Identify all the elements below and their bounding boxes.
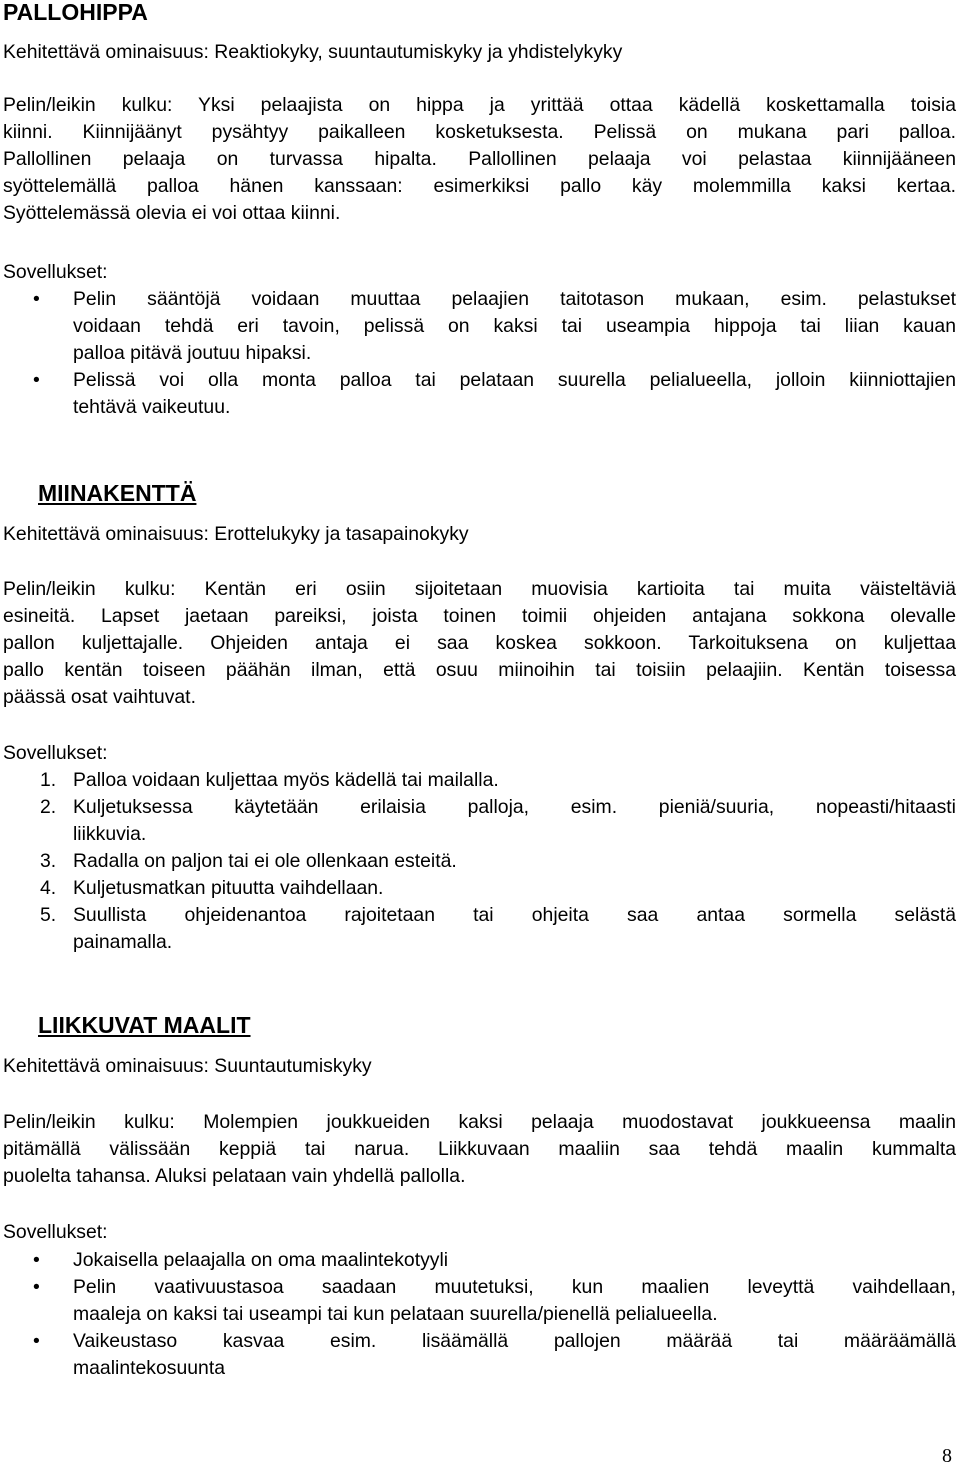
list-item xyxy=(3,902,956,956)
section-title: MIINAKENTTÄ xyxy=(38,480,197,506)
list-item-line: tehtävä vaikeutuu. xyxy=(73,396,231,418)
description-line: esineitä. Lapset jaetaan pareiksi, joista toinen toimii ohjeiden antajana sokkona olevalle xyxy=(3,605,956,627)
bullet-marker: • xyxy=(33,288,40,310)
section-description xyxy=(3,92,956,227)
list-item xyxy=(3,875,956,902)
section-attribute: Kehitettävä ominaisuus: Erottelukyky ja tasapainokyky xyxy=(3,523,469,545)
list-item-line: liikkuvia. xyxy=(73,823,147,845)
list-item xyxy=(3,1328,956,1382)
section-attribute: Kehitettävä ominaisuus: Suuntautumiskyky xyxy=(3,1055,372,1077)
section-attribute: Kehitettävä ominaisuus: Reaktiokyky, suuntautumiskyky ja yhdistelykyky xyxy=(3,41,623,63)
description-line: puolelta tahansa. Aluksi pelataan vain yhdellä pallolla. xyxy=(3,1165,466,1187)
bullet-marker: • xyxy=(33,1249,40,1271)
applications-list xyxy=(3,1247,956,1382)
list-item-line: Pelissä voi olla monta palloa tai pelataan suurella pelialueella, jolloin kiinniottajien xyxy=(73,369,956,391)
description-line: pallon kuljettajalle. Ohjeiden antaja ei saa koskea sokkoon. Tarkoituksena on kuljettaa xyxy=(3,632,956,654)
list-item-line: Palloa voidaan kuljettaa myös kädellä tai mailalla. xyxy=(73,769,499,791)
list-item-line: Kuljetuksessa käytetään erilaisia palloja, esim. pieniä/suuria, nopeasti/hitaasti xyxy=(73,796,956,818)
list-item-line: Suullista ohjeidenantoa rajoitetaan tai ohjeita saa antaa sormella selästä xyxy=(73,904,956,926)
description-line: Pallollinen pelaaja on turvassa hipalta. Pallollinen pelaaja voi pelastaa kiinnijääneen xyxy=(3,148,956,170)
list-item-line: Kuljetusmatkan pituutta vaihdellaan. xyxy=(73,877,384,899)
page-number: 8 xyxy=(942,1445,952,1467)
description-line: kiinni. Kiinnijäänyt pysähtyy paikalleen kosketuksesta. Pelissä on mukana pari palloa. xyxy=(3,121,956,143)
section-description xyxy=(3,576,956,711)
bullet-marker: • xyxy=(33,369,40,391)
description-line: päässä osat vaihtuvat. xyxy=(3,686,196,708)
list-item-line: voidaan tehdä eri tavoin, pelissä on kaksi tai useampia hippoja tai liian kauan xyxy=(73,315,956,337)
applications-label: Sovellukset: xyxy=(3,1221,108,1243)
description-line: pitämällä välissään keppiä tai narua. Liikkuvaan maaliin saa tehdä maalin kummalta xyxy=(3,1138,956,1160)
list-item-line: Pelin vaativuustasoa saadaan muutetuksi, kun maalien leveyttä vaihdellaan, xyxy=(73,1276,956,1298)
description-line: Pelin/leikin kulku: Molempien joukkueiden kaksi pelaaja muodostavat joukkueensa maalin xyxy=(3,1111,956,1133)
description-line: pallo kentän toiseen päähän ilman, että osuu miinoihin tai toisiin pelaajiin. Kentän toisessa xyxy=(3,659,956,681)
section-description xyxy=(3,1109,956,1190)
list-item-line: painamalla. xyxy=(73,931,173,953)
number-marker: 1. xyxy=(40,769,57,791)
list-item-line: Pelin sääntöjä voidaan muuttaa pelaajien taitotason mukaan, esim. pelastukset xyxy=(73,288,956,310)
list-item xyxy=(3,848,956,875)
list-item-line: maalintekosuunta xyxy=(73,1357,225,1379)
number-marker: 3. xyxy=(40,850,57,872)
description-line: syöttelemällä palloa hänen kanssaan: esimerkiksi pallo käy molemmilla kaksi kertaa. xyxy=(3,175,956,197)
list-item-line: Vaikeustaso kasvaa esim. lisäämällä pallojen määrää tai määräämällä xyxy=(73,1330,956,1352)
bullet-marker: • xyxy=(33,1276,40,1298)
list-item xyxy=(3,1274,956,1328)
applications-list xyxy=(3,767,956,956)
applications-label: Sovellukset: xyxy=(3,742,108,764)
description-line: Syöttelemässä olevia ei voi ottaa kiinni. xyxy=(3,202,341,224)
number-marker: 5. xyxy=(40,904,57,926)
list-item-line: Radalla on paljon tai ei ole ollenkaan esteitä. xyxy=(73,850,457,872)
applications-list xyxy=(3,286,956,421)
list-item xyxy=(3,286,956,367)
list-item xyxy=(3,367,956,421)
number-marker: 2. xyxy=(40,796,57,818)
description-line: Pelin/leikin kulku: Yksi pelaajista on hippa ja yrittää ottaa kädellä koskettamalla toisia xyxy=(3,94,956,116)
applications-label: Sovellukset: xyxy=(3,261,108,283)
section-title: PALLOHIPPA xyxy=(3,0,148,25)
number-marker: 4. xyxy=(40,877,57,899)
list-item-line: Jokaisella pelaajalla on oma maalintekotyyli xyxy=(73,1249,449,1271)
section-title: LIIKKUVAT MAALIT xyxy=(38,1012,251,1038)
list-item xyxy=(3,767,956,794)
list-item xyxy=(3,1247,956,1274)
list-item xyxy=(3,794,956,848)
list-item-line: maaleja on kaksi tai useampi tai kun pelataan suurella/pienellä pelialueella. xyxy=(73,1303,718,1325)
list-item-line: palloa pitävä joutuu hipaksi. xyxy=(73,342,312,364)
description-line: Pelin/leikin kulku: Kentän eri osiin sijoitetaan muovisia kartioita tai muita väisteltäviä xyxy=(3,578,956,600)
bullet-marker: • xyxy=(33,1330,40,1352)
